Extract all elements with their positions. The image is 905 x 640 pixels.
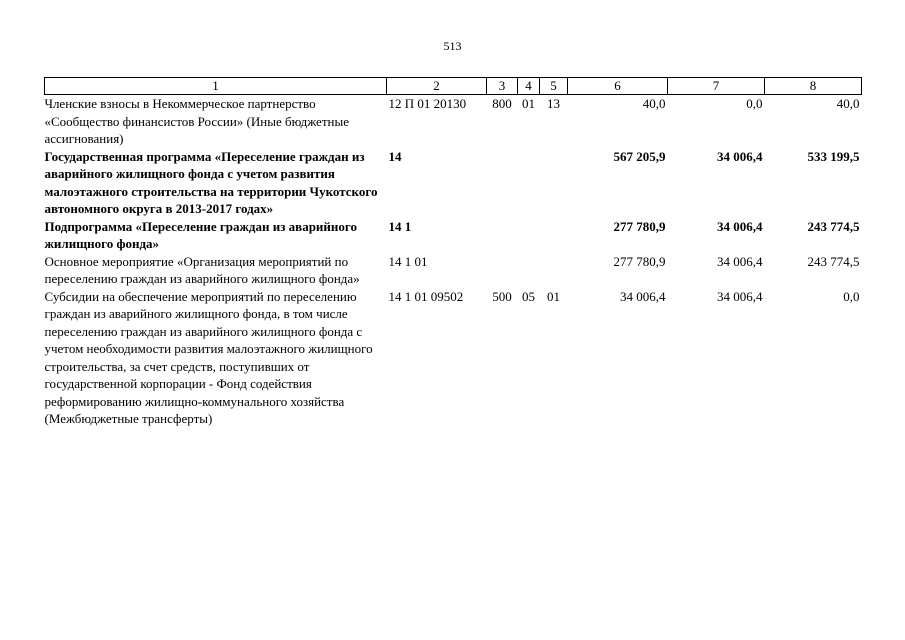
column-header-2: 2	[387, 78, 487, 95]
row-rz-code	[518, 148, 540, 218]
budget-table	[44, 77, 862, 428]
row-vr-code: 500	[492, 288, 512, 304]
table-row	[45, 218, 862, 253]
row-csr-code: 14 1	[388, 218, 412, 234]
row-value-8: 40,0	[836, 96, 860, 111]
row-csr-code: 14	[388, 148, 402, 164]
column-header-7: 7	[668, 78, 765, 95]
row-rz-code	[518, 218, 540, 253]
row-csr-code: 14 1 01 09502	[388, 288, 464, 304]
row-value-6: 40,0	[642, 96, 666, 111]
table-row	[45, 253, 862, 288]
table-row	[45, 148, 862, 218]
table-row	[45, 95, 862, 148]
row-pr-code	[540, 148, 568, 218]
header-row	[45, 78, 862, 95]
row-value-7: 34 006,4	[717, 148, 763, 164]
row-vr-code	[487, 148, 518, 218]
row-value-6: 567 205,9	[613, 148, 666, 164]
table-row	[45, 288, 862, 428]
row-name: Членские взносы в Некоммерческое партнерство «Сообщество финансистов России» (Иные бюджетные ассигнования)	[44, 96, 349, 146]
page-number: 513	[443, 39, 462, 53]
row-pr-code	[540, 218, 568, 253]
row-value-6: 34 006,4	[620, 288, 666, 304]
row-value-8: 243 774,5	[807, 218, 860, 234]
column-header-4: 4	[518, 78, 540, 95]
column-header-5: 5	[540, 78, 568, 95]
row-pr-code: 01	[547, 288, 560, 304]
row-pr-code: 13	[547, 96, 560, 111]
row-name: Субсидии на обеспечение мероприятий по переселению граждан из аварийного жилищного фонда, в том числе переселению граждан из аварийного жилищного фонда с учетом необходимости развития малоэтажного жилищного строительства, за счет средств, поступивших от государственной корпорации - Фонд содействия реформированию жилищно-коммунального хозяйства (Межбюджетные трансферты)	[44, 288, 373, 426]
row-csr-code: 14 1 01	[388, 253, 428, 269]
row-rz-code: 01	[522, 96, 535, 111]
row-value-7: 0,0	[746, 96, 763, 111]
row-value-7: 34 006,4	[717, 288, 763, 304]
row-name: Государственная программа «Переселение граждан из аварийного жилищного фонда с учетом развития малоэтажного строительства на территории Чукотского автономного округа в 2013-2017 годах»	[44, 148, 378, 216]
column-header-8: 8	[765, 78, 862, 95]
row-value-6: 277 780,9	[613, 253, 666, 269]
row-name: Основное мероприятие «Организация мероприятий по переселению граждан из аварийного жилищного фонда»	[44, 253, 360, 286]
row-csr-code: 12 П 01 20130	[388, 96, 467, 111]
row-rz-code: 05	[522, 288, 535, 304]
row-pr-code	[540, 253, 568, 288]
row-vr-code: 800	[492, 96, 512, 111]
row-value-8: 533 199,5	[807, 148, 860, 164]
row-value-7: 34 006,4	[717, 253, 763, 269]
row-vr-code	[487, 218, 518, 253]
column-header-3: 3	[487, 78, 518, 95]
row-value-6: 277 780,9	[613, 218, 666, 234]
column-header-1: 1	[45, 78, 387, 95]
row-name: Подпрограмма «Переселение граждан из аварийного жилищного фонда»	[44, 218, 357, 251]
row-value-8: 0,0	[843, 288, 860, 304]
row-vr-code	[487, 253, 518, 288]
row-value-7: 34 006,4	[717, 218, 763, 234]
column-header-6: 6	[568, 78, 668, 95]
row-rz-code	[518, 253, 540, 288]
row-value-8: 243 774,5	[807, 253, 860, 269]
